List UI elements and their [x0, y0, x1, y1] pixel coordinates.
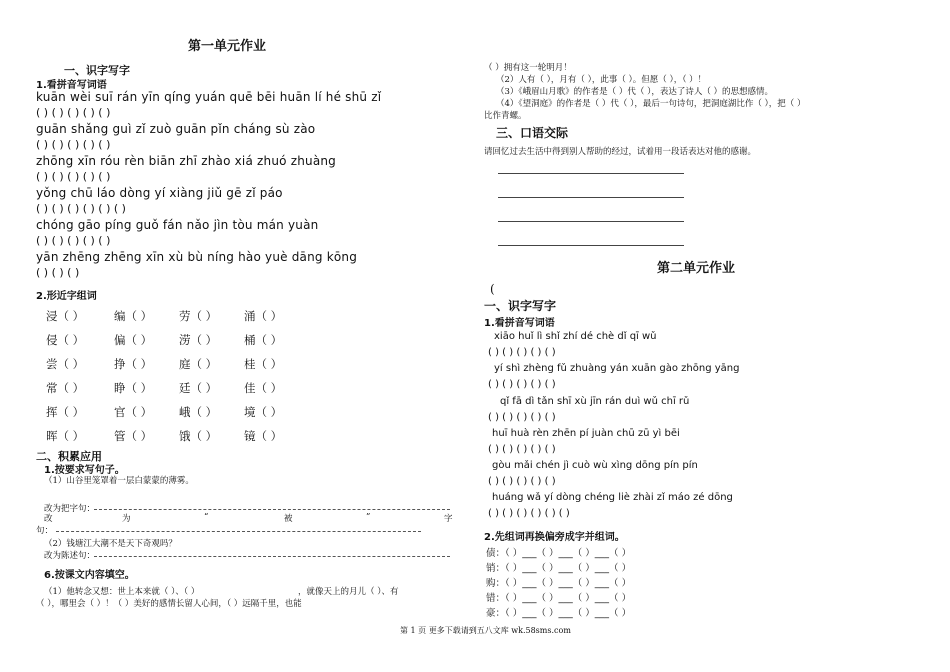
- xingjin-item: 桶（ ）: [244, 333, 283, 347]
- zuci-row: 购：（ ）___（ ）___（ ）___（ ）: [486, 578, 632, 589]
- page-footer: 第 1 页 更多下载请到五八文库 wk.58sms.com: [400, 626, 571, 635]
- answer-line: [498, 173, 684, 174]
- zuci-row: 债：（ ）___（ ）___（ ）___（ ）: [486, 548, 632, 559]
- unit1-section-2: 二、积累应用: [36, 450, 102, 463]
- answer-line: [498, 221, 684, 222]
- pinyin-row: qǐ fā dì tǎn shī xù jīn rán duì wǔ chī rǔ: [500, 396, 690, 407]
- pinyin-row: chóng gāo píng guǒ fán nǎo jìn tòu mán yuàn: [36, 218, 319, 232]
- answer-brackets: ( ) ( ) ( ) ( ) ( ): [36, 106, 111, 119]
- unit1-section-3: 三、口语交际: [496, 126, 569, 140]
- fill-line-2: （ ），哪里会（ ）！（ ）美好的感情长留人心间，（ ）远隔千里，也能: [36, 599, 302, 609]
- xingjin-item: 庭（ ）: [179, 357, 218, 371]
- xingjin-item: 常（ ）: [46, 381, 85, 395]
- chenshu-label: 改为陈述句：: [44, 551, 96, 561]
- bei-label-5: ”: [366, 512, 371, 522]
- xingjin-item: 挣（ ）: [114, 357, 153, 371]
- unit1-title: 第一单元作业: [188, 39, 267, 54]
- unit2-section-1: 一、识字写字: [484, 299, 557, 313]
- xingjin-item: 境（ ）: [244, 405, 283, 419]
- pinyin-row: kuān wèi suī rán yīn qíng yuán quē bēi huān lí hé shū zǐ: [36, 90, 382, 104]
- answer-line: [498, 197, 684, 198]
- answer-line: [56, 531, 421, 532]
- answer-brackets: ( ) ( ) ( ) ( ) ( ): [488, 347, 556, 358]
- pinyin-row: yān zhēng zhēng xīn xù bù níng hào yuè dāng kōng: [36, 250, 358, 264]
- sentence-1: （1）山谷里笼罩着一层白蒙蒙的薄雾。: [44, 476, 194, 486]
- pinyin-row: yǒng chū láo dòng yí xiàng jiǔ gē zǐ páo: [36, 186, 283, 200]
- pinyin-row: zhōng xīn róu rèn biān zhī zhào xiá zhuó zhuàng: [36, 154, 336, 168]
- unit2-title: 第二单元作业: [657, 261, 736, 276]
- oral-prompt: 请回忆过去生活中得到别人帮助的经过，试着用一段话表达对他的感谢。: [484, 147, 757, 157]
- fill-line-6: （4）《望洞庭》的作者是（ ）代（ ），最后一句诗句，把洞庭湖比作（ ），把（ ）: [496, 99, 806, 109]
- pinyin-row: huáng wǎ yí dòng chéng liè zhài zǐ máo zé dōng: [492, 492, 733, 503]
- xingjin-item: 晖（ ）: [46, 429, 85, 443]
- pinyin-row: xiāo huǐ lì shǐ zhí dé chè dǐ qī wǔ: [494, 331, 657, 342]
- xingjin-item: 官（ ）: [114, 405, 153, 419]
- answer-line: [94, 556, 450, 557]
- answer-brackets: ( ) ( ) ( ) ( ) ( ): [36, 138, 111, 151]
- xingjin-item: 睁（ ）: [114, 381, 153, 395]
- answer-line: [94, 509, 450, 510]
- xingjin-item: 桂（ ）: [244, 357, 283, 371]
- ba-sentence-label: 改为把字句：: [44, 504, 96, 514]
- fill-line-3: （ ）拥有这一轮明月！: [484, 63, 572, 73]
- xingjin-item: 挥（ ）: [46, 405, 85, 419]
- unit2-subheading-pinyin: 1.看拼音写词语: [484, 318, 555, 329]
- bei-label-3: “: [204, 512, 209, 522]
- xingjin-item: 侵（ ）: [46, 333, 85, 347]
- unit1-subheading-pinyin: 1.看拼音写词语: [36, 80, 107, 91]
- bei-label-6: 字: [444, 514, 453, 524]
- zuci-row: 销：（ ）___（ ）___（ ）___（ ）: [486, 563, 632, 574]
- bei-label-7: 句：: [36, 526, 54, 536]
- xingjin-item: 偏（ ）: [114, 333, 153, 347]
- zuci-row: 错：（ ）___（ ）___（ ）___（ ）: [486, 593, 632, 604]
- answer-brackets: ( ) ( ) ( ) ( ) ( ): [488, 444, 556, 455]
- xingjin-item: 编（ ）: [114, 309, 153, 323]
- bei-label-2: 为: [122, 514, 131, 524]
- answer-brackets: ( ) ( ) ( ) ( ) ( ): [36, 234, 111, 247]
- xingjin-item: 峨（ ）: [179, 405, 218, 419]
- unit1-subheading-xingjin: 2.形近字组词: [36, 291, 97, 302]
- answer-brackets: ( ) ( ) ( ) ( ) ( ): [488, 476, 556, 487]
- pinyin-row: yí shì zhèng fǔ zhuàng yán xuān gào zhōng yāng: [494, 363, 740, 374]
- fill-line-7: 比作青螺。: [484, 111, 527, 121]
- xingjin-item: 浸（ ）: [46, 309, 85, 323]
- fill-line-5: （3）《峨眉山月歌》的作者是（ ）代（ ），表达了诗人（ ）的思想感情。: [496, 87, 774, 97]
- xingjin-item: 饿（ ）: [179, 429, 218, 443]
- xingjin-item: 劳（ ）: [179, 309, 218, 323]
- xingjin-item: 涌（ ）: [244, 309, 283, 323]
- xingjin-item: 管（ ）: [114, 429, 153, 443]
- xingjin-item: 涝（ ）: [179, 333, 218, 347]
- sentence-2: （2）钱塘江大潮不是天下奇观吗？: [44, 539, 177, 549]
- pinyin-row: gòu mǎi chén jì cuò wù xìng dōng pín pín: [492, 460, 698, 471]
- answer-brackets: ( ) ( ) ( ) ( ) ( ): [488, 412, 556, 423]
- unit1-subheading-sentences: 1.按要求写句子。: [44, 465, 125, 476]
- fill-line-1b: ，就像天上的月儿（ ）、有: [298, 587, 399, 597]
- bei-label-1: 改: [44, 514, 53, 524]
- fill-line-1: （1）他转念又想：世上本来就（ ）、（ ）: [44, 587, 200, 597]
- xingjin-item: 镜（ ）: [244, 429, 283, 443]
- fill-line-4: （2）人有（ ），月有（ ），此事（ ）。但愿（ ），（ ）！: [496, 75, 707, 85]
- xingjin-item: 尝（ ）: [46, 357, 85, 371]
- pinyin-row: huī huà rèn zhēn pí juàn chū zū yì bēi: [492, 428, 680, 439]
- answer-brackets: ( ) ( ) ( ) ( ) ( ): [488, 379, 556, 390]
- unit1-section-1: 一、识字写字: [64, 64, 130, 77]
- answer-brackets: ( ) ( ) ( ) ( ) ( ) ( ): [36, 202, 126, 215]
- stray-paren: (: [490, 282, 495, 296]
- unit2-subheading-zuci: 2.先组词再换偏旁成字并组词。: [484, 532, 625, 543]
- zuci-row: 豪：（ ）___（ ）___（ ）___（ ）: [486, 608, 632, 619]
- answer-brackets: ( ) ( ) ( ) ( ) ( ): [36, 170, 111, 183]
- answer-brackets: ( ) ( ) ( ): [36, 266, 80, 279]
- unit1-subheading-fill: 6.按课文内容填空。: [44, 570, 135, 581]
- xingjin-item: 佳（ ）: [244, 381, 283, 395]
- answer-brackets: ( ) ( ) ( ) ( ) ( ) ( ): [488, 508, 570, 519]
- bei-label-4: 被: [284, 514, 293, 524]
- xingjin-item: 廷（ ）: [179, 381, 218, 395]
- answer-line: [498, 245, 684, 246]
- pinyin-row: guān shǎng guì zǐ zuò guān pǐn cháng sù zào: [36, 122, 316, 136]
